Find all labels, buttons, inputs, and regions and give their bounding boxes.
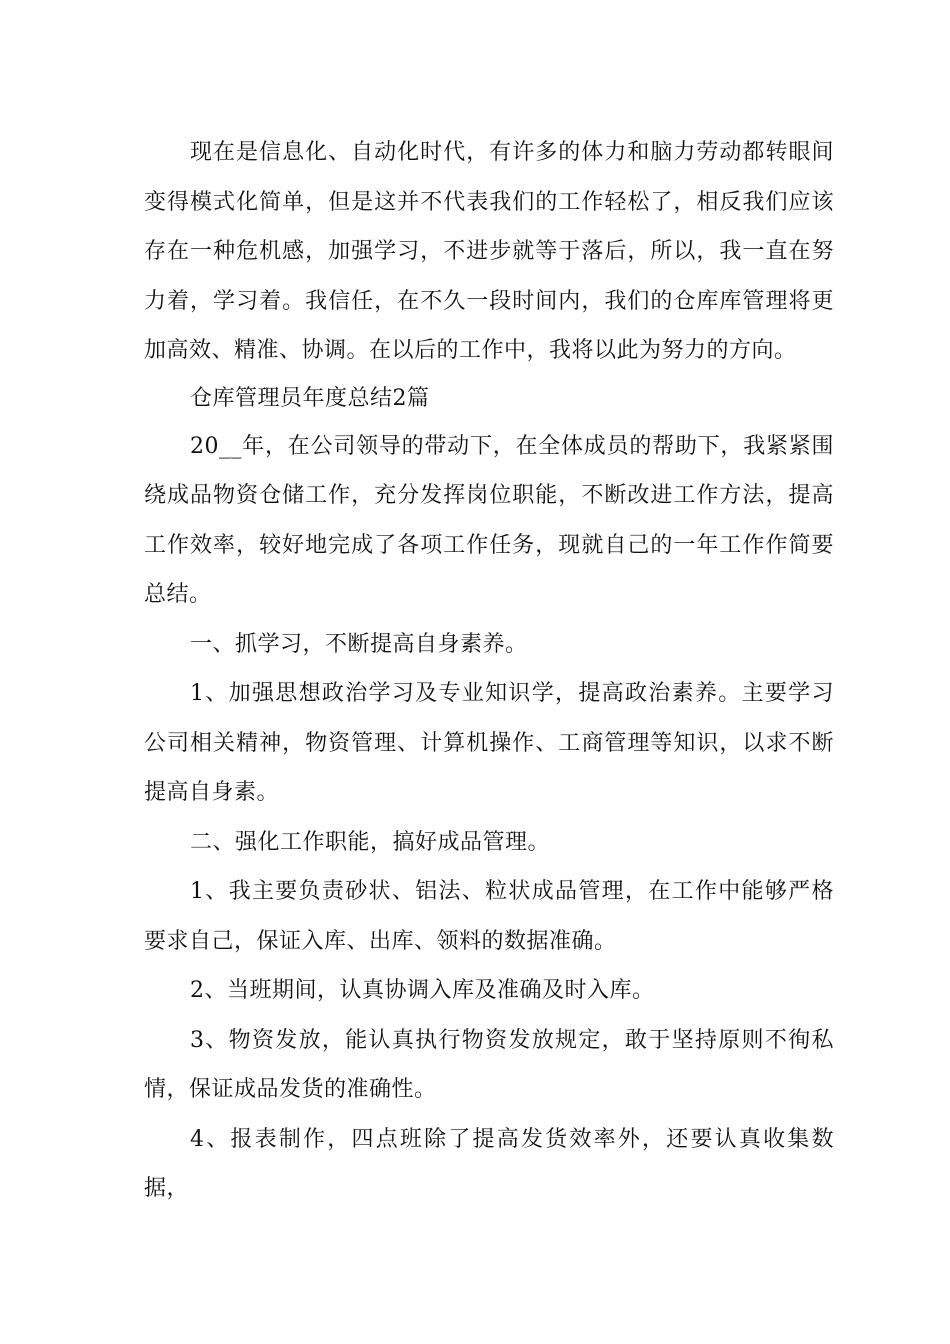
section-heading: 仓库管理员年度总结2篇 — [190, 385, 430, 411]
paragraph-intro: 现在是信息化、自动化时代，有许多的体力和脑力劳动都转眼间变得模式化简单，但是这并不代表我们的工作轻松了，相反我们应该存在一种危机感，加强学习，不进步就等于落后，所以，我一直在努力着，学习着。我信任，在不久一段时间内，我们的仓库库管理将更加高效、精准、协调。在以后的工作中，我将以此为努力的方向。 — [144, 140, 834, 363]
paragraph-study-item-1: 1、加强思想政治学习及专业知识学，提高政治素养。主要学习公司相关精神，物资管理、计算机操作、工商管理等知识，以求不断提高自身素。 — [144, 681, 834, 805]
paragraph-duty-item-1: 1、我主要负责砂状、铝法、粒状成品管理，在工作中能够严格要求自己，保证入库、出库、领料的数据准确。 — [144, 879, 834, 954]
paragraph-duty-item-3: 3、物资发放，能认真执行物资发放规定，敢于坚持原则不徇私情，保证成品发货的准确性。 — [144, 1027, 834, 1102]
paragraph-summary: 20__年，在公司领导的带动下，在全体成员的帮助下，我紧紧围绕成品物资仓储工作，充分发挥岗位职能，不断改进工作方法，提高工作效率，较好地完成了各项工作任务，现就自己的一年工作作简要总结。 — [144, 433, 834, 607]
paragraph-heading-duties: 二、强化工作职能，搞好成品管理。 — [190, 829, 551, 855]
document-body — [144, 128, 834, 1214]
paragraph-heading-study: 一、抓学习，不断提高自身素养。 — [190, 631, 528, 657]
paragraph-duty-item-4: 4、报表制作，四点班除了提高发货效率外，还要认真收集数据， — [144, 1126, 834, 1201]
paragraph-duty-item-2: 2、当班期间，认真协调入库及准确及时入库。 — [190, 978, 655, 1003]
